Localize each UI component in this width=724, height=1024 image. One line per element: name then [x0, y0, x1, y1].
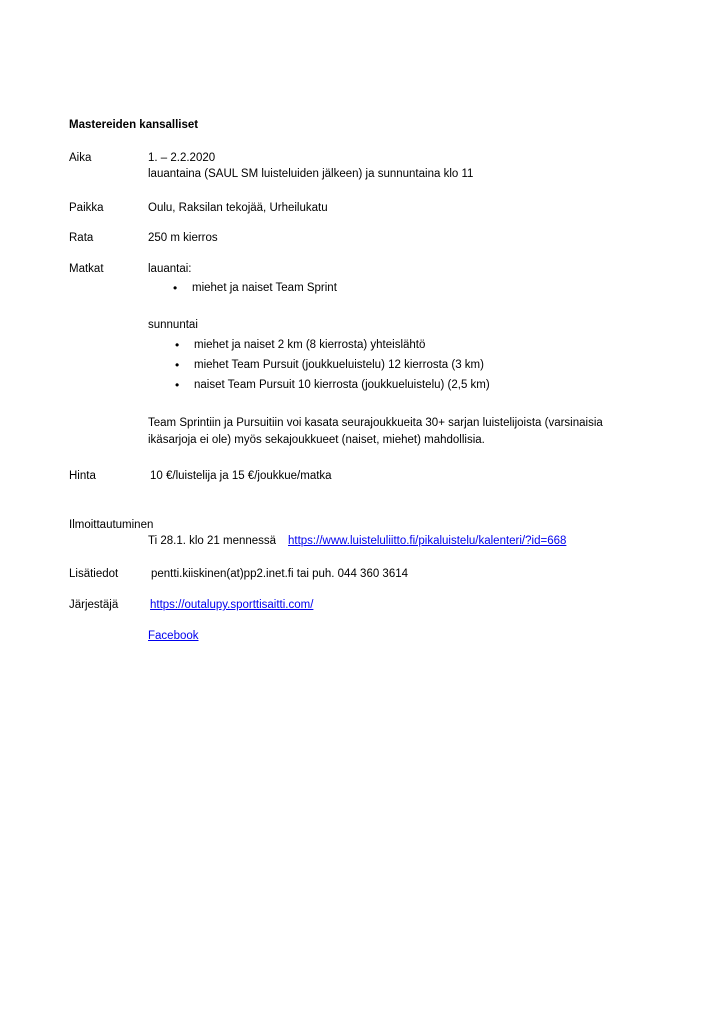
- aika-label: Aika: [69, 152, 92, 164]
- saturday-heading: lauantai:: [148, 263, 192, 275]
- lisatiedot-value: pentti.kiiskinen(at)pp2.inet.fi tai puh. 044 360 3614: [151, 568, 409, 580]
- jarjestaja-label: Järjestäjä: [69, 599, 119, 611]
- aika-detail: lauantaina (SAUL SM luisteluiden jälkeen) ja sunnuntaina klo 11: [148, 168, 474, 180]
- hinta-label: Hinta: [69, 470, 96, 482]
- matkat-note-line1: Team Sprintiin ja Pursuitiin voi kasata seurajoukkueita 30+ sarjan luistelijoista (varsinaisia: [148, 417, 603, 429]
- sunday-item-3: naiset Team Pursuit 10 kierrosta (joukkueluistelu) (2,5 km): [194, 379, 490, 391]
- lisatiedot-label: Lisätiedot: [69, 568, 119, 580]
- ilmoittautuminen-deadline: Ti 28.1. klo 21 mennessä: [148, 535, 277, 547]
- bullet-icon: •: [175, 378, 180, 392]
- hinta-value: 10 €/luistelija ja 15 €/joukkue/matka: [150, 470, 332, 482]
- sunday-heading: sunnuntai: [148, 319, 198, 331]
- facebook-link[interactable]: Facebook: [148, 630, 199, 642]
- rata-value: 250 m kierros: [148, 232, 218, 244]
- paikka-value: Oulu, Raksilan tekojää, Urheilukatu: [148, 202, 328, 214]
- matkat-label: Matkat: [69, 263, 104, 275]
- bullet-icon: •: [175, 358, 180, 372]
- sunday-item-1: miehet ja naiset 2 km (8 kierrosta) yhteislähtö: [194, 339, 426, 351]
- paikka-label: Paikka: [69, 202, 104, 214]
- aika-date: 1. – 2.2.2020: [148, 152, 216, 164]
- document-title: Mastereiden kansalliset: [69, 119, 199, 131]
- saturday-item: miehet ja naiset Team Sprint: [192, 282, 337, 294]
- ilmoittautuminen-label: Ilmoittautuminen: [69, 519, 154, 531]
- organizer-link[interactable]: https://outalupy.sporttisaitti.com/: [150, 599, 314, 611]
- registration-link[interactable]: https://www.luisteluliitto.fi/pikaluistelu/kalenteri/?id=668: [288, 535, 567, 547]
- sunday-item-2: miehet Team Pursuit (joukkueluistelu) 12 kierrosta (3 km): [194, 359, 484, 371]
- bullet-icon: •: [175, 338, 180, 352]
- matkat-note-line2: ikäsarjoja ei ole) myös sekajoukkueet (naiset, miehet) mahdollisia.: [148, 434, 485, 446]
- bullet-icon: •: [173, 281, 178, 295]
- rata-label: Rata: [69, 232, 94, 244]
